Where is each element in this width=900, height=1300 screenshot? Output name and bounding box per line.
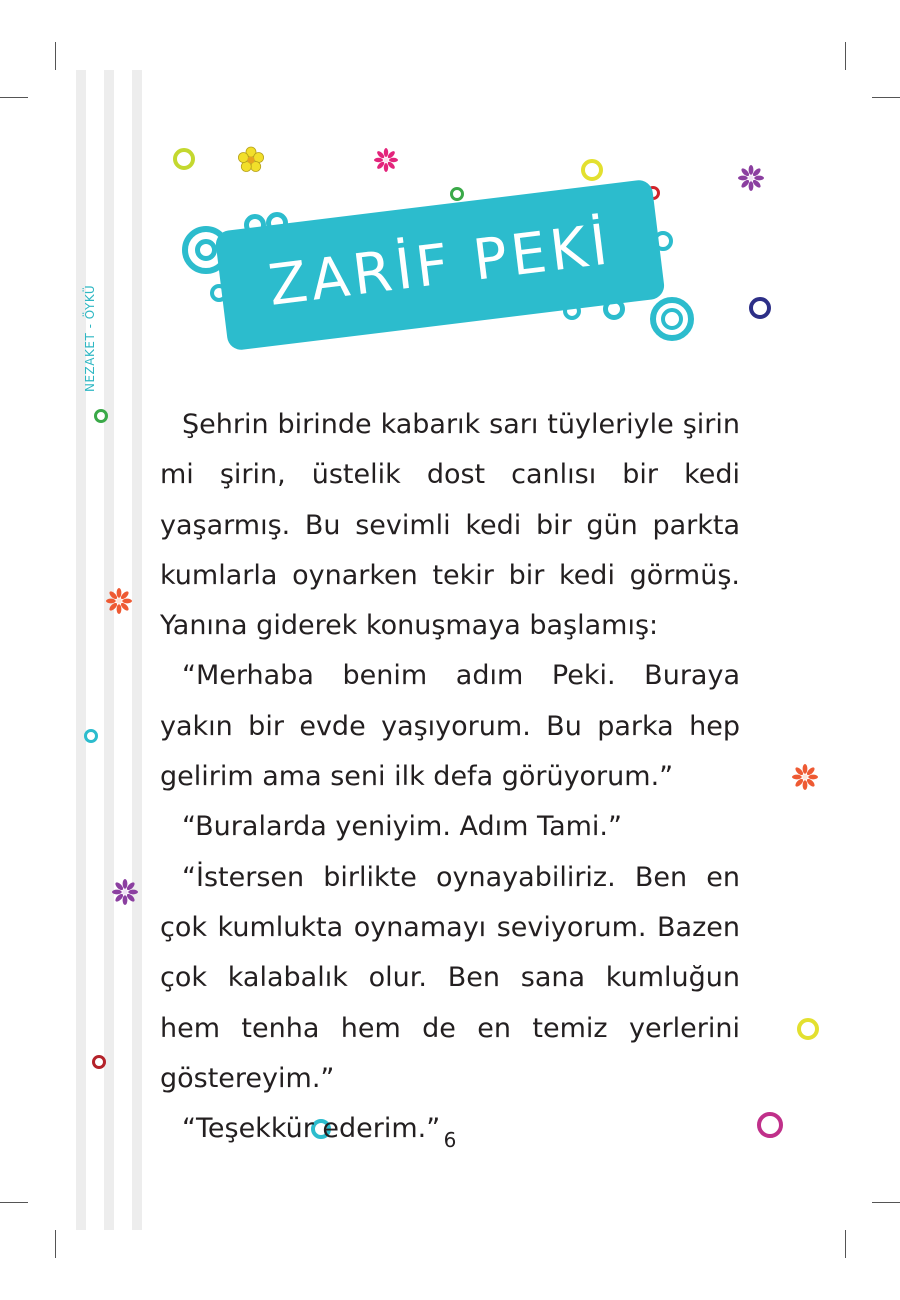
crop-mark xyxy=(845,1230,846,1258)
ring-icon xyxy=(173,148,195,170)
ring-icon xyxy=(661,308,683,330)
ring-icon xyxy=(797,1018,819,1040)
ring-icon xyxy=(749,297,771,319)
ring-icon xyxy=(94,409,108,423)
ring-icon xyxy=(92,1055,106,1069)
ring-icon xyxy=(581,159,603,181)
flower-icon xyxy=(112,879,138,905)
side-stripe xyxy=(76,70,86,1230)
paragraph: “İstersen birlikte oynayabiliriz. Ben en çok kumlukta oynamayı seviyorum. Bazen çok kalabalık olur. Ben sana kumluğun hem tenha hem de en temiz yerlerini göstereyim.” xyxy=(160,861,740,1094)
ring-icon xyxy=(195,239,217,261)
paragraph: “Merhaba benim adım Peki. Buraya yakın bir evde yaşıyorum. Bu parka hep gelirim ama seni ilk defa görüyorum.” xyxy=(160,660,740,793)
story-title: ZARİF PEKİ xyxy=(265,211,615,319)
story-body xyxy=(160,400,740,1154)
page-number: 6 xyxy=(443,1128,457,1152)
flower-icon xyxy=(792,764,818,790)
title-banner-wrap xyxy=(220,205,660,325)
flower-icon xyxy=(237,146,265,174)
crop-mark xyxy=(872,1202,900,1203)
ring-icon xyxy=(450,187,464,201)
crop-mark xyxy=(0,97,28,98)
flower-icon xyxy=(374,148,398,172)
paragraph: “Buralarda yeniyim. Adım Tami.” xyxy=(182,811,622,843)
ring-icon xyxy=(84,729,98,743)
flower-icon xyxy=(738,165,764,191)
title-banner xyxy=(214,179,665,352)
crop-mark xyxy=(55,42,56,70)
side-section-label: NEZAKET - ÖYKÜ xyxy=(83,284,97,392)
side-stripe xyxy=(132,70,142,1230)
flower-icon xyxy=(106,588,132,614)
crop-mark xyxy=(872,97,900,98)
side-stripe xyxy=(104,70,114,1230)
crop-mark xyxy=(845,42,846,70)
crop-mark xyxy=(55,1230,56,1258)
paragraph: “Teşekkür ederim.” xyxy=(182,1113,441,1145)
crop-mark xyxy=(0,1202,28,1203)
paragraph: Şehrin birinde kabarık sarı tüyleriyle şirin mi şirin, üstelik dost canlısı bir kedi yaşarmış. Bu sevimli kedi bir gün parkta kumlarla oynarken tekir bir kedi görmüş. Yanına giderek konuşmaya başlamış: xyxy=(160,409,740,642)
